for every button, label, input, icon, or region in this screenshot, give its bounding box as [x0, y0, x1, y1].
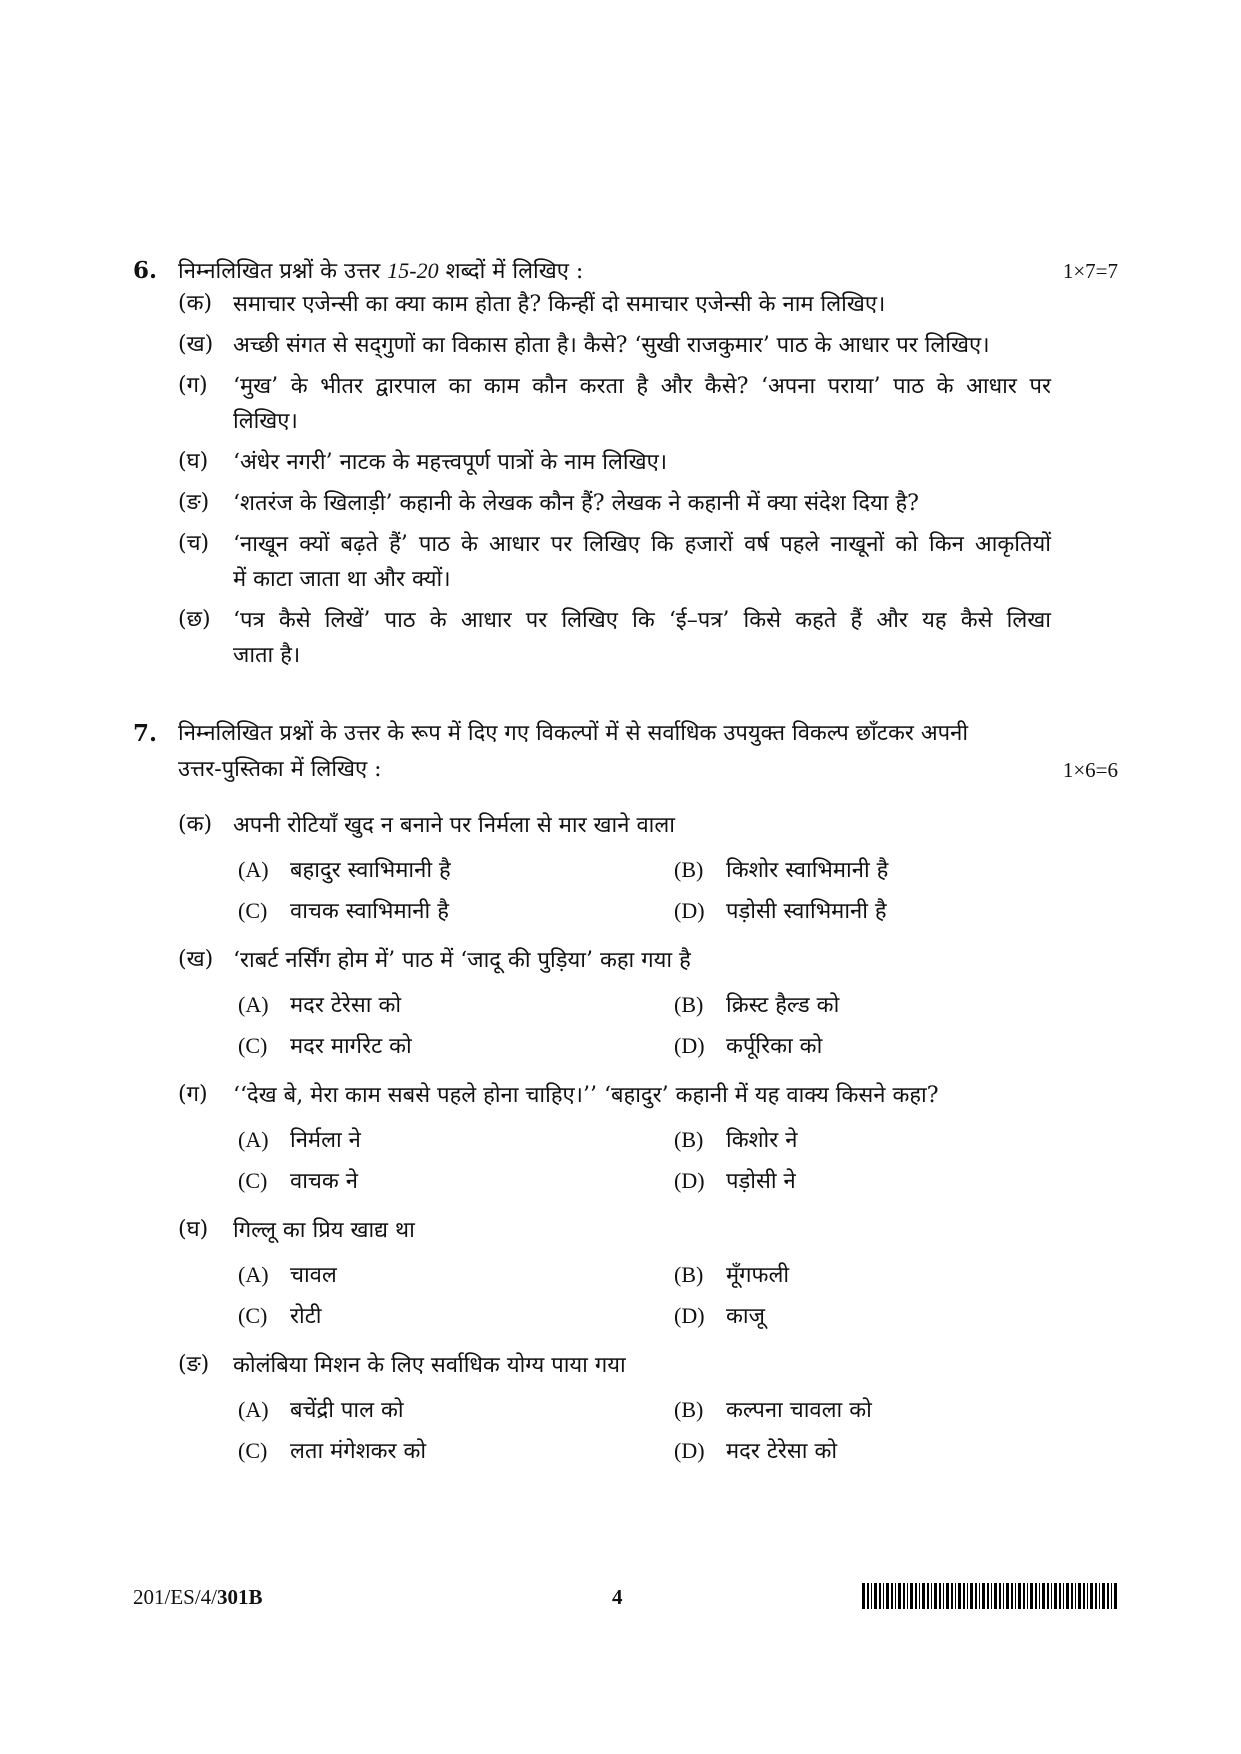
barcode-bar — [903, 1583, 905, 1609]
barcode-bar — [1071, 1583, 1073, 1609]
barcode-bar — [1075, 1583, 1076, 1609]
barcode-bar — [886, 1583, 889, 1609]
barcode-bar — [963, 1583, 965, 1609]
q7-option-text: किशोर ने — [726, 1128, 798, 1153]
barcode-bar — [910, 1583, 913, 1609]
q7-option — [674, 894, 887, 929]
barcode-bar — [951, 1583, 953, 1609]
q7-question-text: अपनी रोटियाँ खुद न बनाने पर निर्मला से मार खाने वाला — [233, 813, 675, 838]
q7-option — [674, 1123, 797, 1158]
barcode-bar — [967, 1583, 968, 1609]
barcode-icon — [862, 1583, 1118, 1609]
barcode-bar — [1078, 1583, 1081, 1609]
q7-option-text: क्रिस्ट हैल्ड को — [726, 993, 840, 1018]
q7-option-text: पड़ोसी स्वाभिमानी है — [726, 899, 887, 924]
q7-option-letter: (C) — [238, 1438, 268, 1463]
barcode-bar — [979, 1583, 980, 1609]
q7-option-letter: (A) — [238, 1127, 269, 1152]
barcode-bar — [1114, 1583, 1117, 1609]
q6-item-text: ‘शतरंज के खिलाड़ी’ कहानी के लेखक कौन हैं? लेखक ने कहानी में क्या संदेश दिया है? — [233, 491, 919, 516]
barcode-bar — [1023, 1583, 1025, 1609]
barcode-bar — [955, 1583, 956, 1609]
q7-question-text: गिल्लू का प्रिय खाद्य था — [233, 1218, 415, 1243]
q7-marks: 1×6=6 — [1062, 758, 1118, 782]
barcode-bar — [1059, 1583, 1061, 1609]
q7-option-letter: (D) — [674, 1033, 705, 1058]
barcode-bar — [975, 1583, 977, 1609]
q7-item-label: (ख) — [178, 947, 214, 972]
q6-item-text: ‘मुख’ के भीतर द्वारपाल का काम कौन करता है और कैसे? ‘अपना पराया’ पाठ के आधार पर — [233, 374, 1051, 399]
q6-word-range: 15-20 — [387, 258, 439, 283]
q6-marks: 1×7=7 — [1062, 259, 1118, 283]
barcode-bar — [1083, 1583, 1085, 1609]
barcode-bar — [895, 1583, 896, 1609]
q7-option — [238, 1434, 426, 1469]
barcode-bar — [1107, 1583, 1109, 1609]
barcode-bar — [907, 1583, 908, 1609]
barcode-bar — [1066, 1583, 1069, 1609]
q7-question-text: कोलंबिया मिशन के लिए सर्वाधिक योग्य पाया गया — [233, 1353, 626, 1378]
q7-option-letter: (B) — [674, 992, 704, 1017]
barcode-bar — [898, 1583, 901, 1609]
barcode-bar — [1030, 1583, 1033, 1609]
q7-option-letter: (B) — [674, 1127, 704, 1152]
barcode-bar — [1087, 1583, 1088, 1609]
q7-option-letter: (D) — [674, 1303, 705, 1328]
q6-item-text: अच्छी संगत से सद्‌गुणों का विकास होता है। कैसे? ‘सुखी राजकुमार’ पाठ के आधार पर लिखिए। — [233, 333, 990, 358]
q7-option-text: मूँगफली — [726, 1263, 790, 1288]
barcode-bar — [939, 1583, 941, 1609]
barcode-bar — [970, 1583, 973, 1609]
barcode-bar — [934, 1583, 937, 1609]
q7-item-label: (घ) — [178, 1217, 209, 1242]
barcode-bar — [946, 1583, 949, 1609]
q6-item-text: ‘पत्र कैसे लिखें’ पाठ के आधार पर लिखिए कि ‘ई–पत्र’ किसे कहते हैं और यह कैसे लिखा — [233, 608, 1051, 633]
q7-option — [674, 1029, 822, 1064]
q6-item-text: समाचार एजेन्सी का क्या काम होता है? किन्हीं दो समाचार एजेन्सी के नाम लिखिए। — [233, 292, 886, 317]
barcode-bar — [1090, 1583, 1093, 1609]
barcode-bar — [1006, 1583, 1009, 1609]
q7-option-letter: (C) — [238, 898, 268, 923]
barcode-bar — [883, 1583, 884, 1609]
q6-item-label: (घ) — [178, 449, 209, 474]
q7-option-text: मदर टेरेसा को — [290, 993, 402, 1018]
barcode-bar — [1054, 1583, 1057, 1609]
barcode-bar — [1051, 1583, 1052, 1609]
q7-option — [674, 1299, 765, 1334]
q7-option-letter: (A) — [238, 992, 269, 1017]
page-number: 4 — [612, 1585, 623, 1609]
barcode-bar — [1102, 1583, 1105, 1609]
q7-option — [238, 988, 401, 1023]
q7-option — [674, 1393, 872, 1428]
q7-option-letter: (A) — [238, 857, 269, 882]
q7-option-text: मदर टेरेसा को — [726, 1439, 838, 1464]
q7-option-letter: (D) — [674, 1168, 705, 1193]
q7-question-text: ‘राबर्ट नर्सिंग होम में’ पाठ में ‘जादू की पुड़िया’ कहा गया है — [233, 948, 691, 973]
q6-item-label: (च) — [178, 531, 210, 556]
q7-option-letter: (A) — [238, 1397, 269, 1422]
q7-option-text: कर्पूरिका को — [726, 1034, 823, 1059]
q6-instruction-pre: निम्नलिखित प्रश्नों के उत्तर — [178, 259, 388, 284]
q7-option — [238, 1164, 358, 1199]
barcode-bar — [1035, 1583, 1037, 1609]
barcode-bar — [1039, 1583, 1040, 1609]
barcode-bar — [919, 1583, 920, 1609]
barcode-bar — [927, 1583, 929, 1609]
paper-code — [133, 1582, 263, 1612]
barcode-bar — [991, 1583, 992, 1609]
barcode-bar — [871, 1583, 872, 1609]
q7-item-label: (ङ) — [178, 1352, 210, 1377]
q7-option-letter: (B) — [674, 857, 704, 882]
barcode-bar — [1003, 1583, 1004, 1609]
q7-item-label: (ग) — [178, 1082, 208, 1107]
barcode-bar — [931, 1583, 932, 1609]
barcode-bar — [1011, 1583, 1013, 1609]
barcode-bar — [867, 1583, 869, 1609]
q6-item-text: ‘नाखून क्यों बढ़ते हैं’ पाठ के आधार पर लिखिए कि हजारों वर्ष पहले नाखूनों को किन आकृतियों — [233, 532, 1051, 557]
q6-item-label: (छ) — [178, 607, 211, 632]
q6-item-text: लिखिए। — [233, 409, 298, 434]
q7-option-text: रोटी — [290, 1304, 322, 1329]
barcode-bar — [987, 1583, 989, 1609]
barcode-bar — [999, 1583, 1001, 1609]
q7-instruction-line2: उत्तर-पुस्तिका में लिखिए : — [178, 757, 382, 782]
barcode-bar — [879, 1583, 881, 1609]
paper-code-prefix: 201/ES/4/ — [133, 1585, 218, 1609]
q7-option — [238, 1299, 321, 1334]
q7-option-letter: (D) — [674, 1438, 705, 1463]
q7-option-text: किशोर स्वाभिमानी है — [726, 858, 889, 883]
paper-code-bold: 301B — [217, 1585, 263, 1609]
q7-option-text: वाचक स्वाभिमानी है — [290, 899, 449, 924]
barcode-bar — [1047, 1583, 1049, 1609]
q7-option-text: पड़ोसी ने — [726, 1169, 796, 1194]
q7-option-text: वाचक ने — [290, 1169, 358, 1194]
barcode-bar — [1018, 1583, 1021, 1609]
barcode-bar — [1095, 1583, 1097, 1609]
q7-number: 7. — [133, 720, 158, 747]
barcode-bar — [994, 1583, 997, 1609]
q7-option-text: बचेंद्री पाल को — [290, 1398, 404, 1423]
q7-option-letter: (B) — [674, 1262, 704, 1287]
q7-option — [238, 853, 451, 888]
q6-item-label: (क) — [178, 291, 213, 316]
q6-item-text: जाता है। — [233, 643, 301, 668]
barcode-bar — [1099, 1583, 1100, 1609]
q7-option-text: कल्पना चावला को — [726, 1398, 872, 1423]
q7-option-letter: (C) — [238, 1303, 268, 1328]
q7-option — [238, 1393, 404, 1428]
q7-option-letter: (C) — [238, 1168, 268, 1193]
q7-option — [674, 1258, 789, 1293]
q6-item-label: (ख) — [178, 332, 214, 357]
barcode-bar — [982, 1583, 985, 1609]
barcode-bar — [1027, 1583, 1028, 1609]
q7-option-text: मदर मार्गरेट को — [290, 1034, 412, 1059]
q7-option — [674, 1434, 837, 1469]
q6-item-text: ‘अंधेर नगरी’ नाटक के महत्त्वपूर्ण पात्रों के नाम लिखिए। — [233, 450, 668, 475]
q7-option — [238, 894, 449, 929]
q6-item-label: (ङ) — [178, 490, 210, 515]
q7-option-letter: (D) — [674, 898, 705, 923]
q6-item-label: (ग) — [178, 373, 208, 398]
barcode-bar — [891, 1583, 893, 1609]
q7-option — [674, 988, 839, 1023]
q6-item-text: में काटा जाता था और क्यों। — [233, 567, 451, 592]
q7-option-letter: (B) — [674, 1397, 704, 1422]
q7-instruction-line1: निम्नलिखित प्रश्नों के उत्तर के रूप में दिए गए विकल्पों में से सर्वाधिक उपयुक्त विकल्प छाँटकर अपनी — [178, 721, 969, 746]
q7-option-text: निर्मला ने — [290, 1128, 361, 1153]
q6-number: 6. — [133, 257, 158, 284]
q7-option — [238, 1029, 412, 1064]
barcode-bar — [1042, 1583, 1045, 1609]
barcode-bar — [1063, 1583, 1064, 1609]
q7-option-text: चावल — [290, 1263, 337, 1288]
q7-option — [238, 1258, 337, 1293]
barcode-bar — [958, 1583, 961, 1609]
barcode-bar — [862, 1583, 865, 1609]
barcode-bar — [1015, 1583, 1016, 1609]
q7-option — [674, 853, 888, 888]
barcode-bar — [915, 1583, 917, 1609]
q7-option-text: लता मंगेशकर को — [290, 1439, 427, 1464]
barcode-bar — [1111, 1583, 1112, 1609]
q6-instruction — [178, 254, 583, 289]
q7-option — [674, 1164, 796, 1199]
q7-option-text: काजू — [726, 1304, 765, 1329]
barcode-bar — [922, 1583, 925, 1609]
q7-option-letter: (C) — [238, 1033, 268, 1058]
q7-option — [238, 1123, 361, 1158]
q7-option-letter: (A) — [238, 1262, 269, 1287]
q7-question-text: ‘‘देख बे, मेरा काम सबसे पहले होना चाहिए।’’ ‘बहादुर’ कहानी में यह वाक्य किसने कहा? — [233, 1083, 939, 1108]
q6-instruction-post: शब्दों में लिखिए : — [438, 259, 584, 284]
q7-item-label: (क) — [178, 812, 213, 837]
barcode-bar — [943, 1583, 944, 1609]
q7-option-text: बहादुर स्वाभिमानी है — [290, 858, 451, 883]
barcode-bar — [874, 1583, 877, 1609]
